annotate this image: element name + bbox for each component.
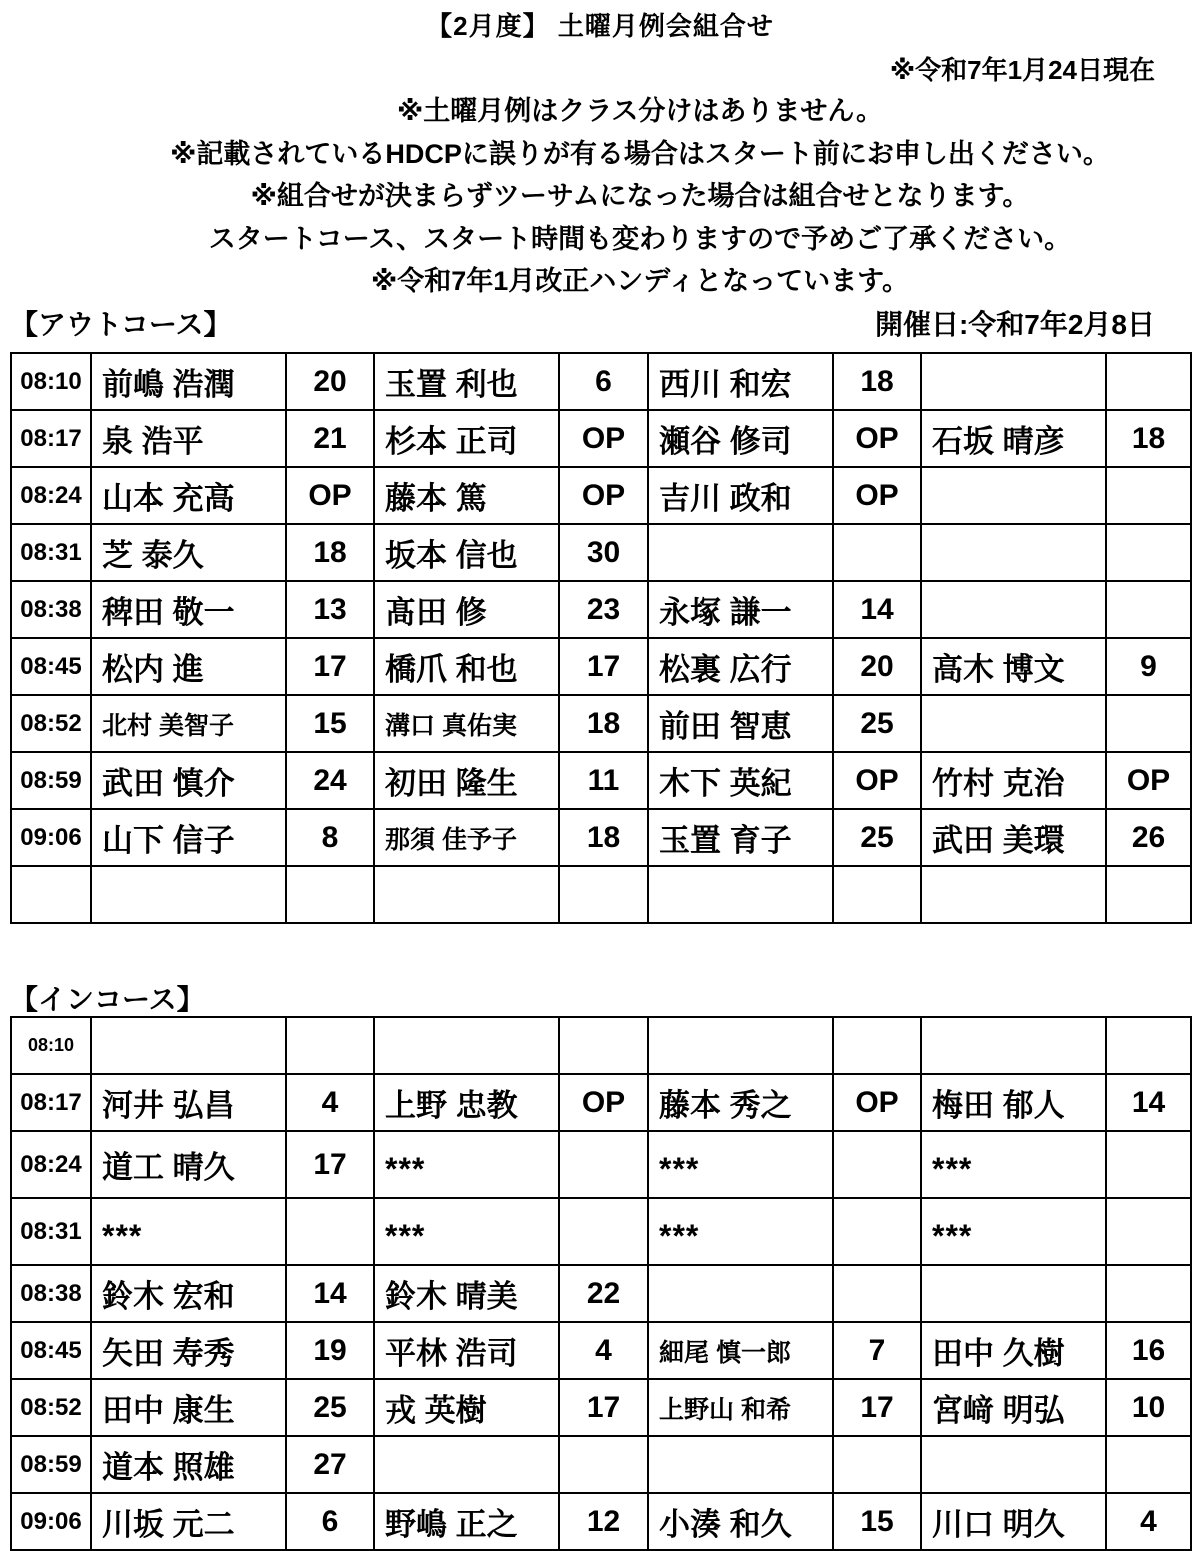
player-name-cell: 武田 慎介 (91, 752, 286, 809)
player-name-cell (648, 524, 833, 581)
player-name-cell (921, 467, 1106, 524)
roster-row (11, 1074, 1191, 1131)
hdcp-cell: 23 (559, 581, 648, 638)
hdcp-cell (833, 866, 921, 923)
hdcp-cell: 4 (559, 1322, 648, 1379)
note-line: ※令和7年1月改正ハンディとなっています。 (371, 266, 909, 296)
tee-time-cell: 08:10 (11, 353, 91, 410)
hdcp-cell: 25 (833, 695, 921, 752)
hdcp-cell: 18 (559, 809, 648, 866)
roster-row (11, 1198, 1191, 1265)
player-name-cell (921, 1265, 1106, 1322)
hdcp-cell: OP (833, 1074, 921, 1131)
player-name-cell: 平林 浩司 (374, 1322, 559, 1379)
player-name-cell: 髙田 修 (374, 581, 559, 638)
roster-row (11, 1436, 1191, 1493)
hdcp-cell (1106, 1131, 1191, 1198)
roster-row (11, 1265, 1191, 1322)
player-name-cell: 鈴木 宏和 (91, 1265, 286, 1322)
hdcp-cell: 26 (1106, 809, 1191, 866)
hdcp-cell (286, 866, 374, 923)
hdcp-cell: OP (833, 467, 921, 524)
in-course-label: 【インコース】 (10, 984, 205, 1015)
hdcp-cell: 12 (559, 1493, 648, 1550)
hdcp-cell: 10 (1106, 1379, 1191, 1436)
player-name-cell: 小湊 和久 (648, 1493, 833, 1550)
player-name-cell: 吉川 政和 (648, 467, 833, 524)
hdcp-cell: 17 (559, 638, 648, 695)
note-line: スタートコース、スタート時間も変わりますので予めご了承ください。 (208, 223, 1072, 254)
out-course-header (10, 303, 1155, 343)
hdcp-cell (1106, 1017, 1191, 1074)
hdcp-cell (1106, 1198, 1191, 1265)
hdcp-cell: 21 (286, 410, 374, 467)
player-name-cell (648, 1017, 833, 1074)
player-name-cell: 上野山 和希 (648, 1379, 833, 1436)
player-name-cell (921, 353, 1106, 410)
hdcp-cell (1106, 524, 1191, 581)
tee-time-cell: 08:17 (11, 410, 91, 467)
player-name-cell (921, 866, 1106, 923)
hdcp-cell: 27 (286, 1436, 374, 1493)
player-name-cell: 鈴木 晴美 (374, 1265, 559, 1322)
hdcp-cell: 15 (833, 1493, 921, 1550)
hdcp-cell: 4 (286, 1074, 374, 1131)
player-name-cell: 芝 泰久 (91, 524, 286, 581)
hdcp-cell: 24 (286, 752, 374, 809)
hdcp-cell: 4 (1106, 1493, 1191, 1550)
player-name-cell: 北村 美智子 (91, 695, 286, 752)
hdcp-cell: 17 (559, 1379, 648, 1436)
player-name-cell: 上野 忠教 (374, 1074, 559, 1131)
player-name-cell: 玉置 育子 (648, 809, 833, 866)
roster-row (11, 467, 1191, 524)
hdcp-cell (559, 1131, 648, 1198)
player-name-cell: 武田 美環 (921, 809, 1106, 866)
tee-time-cell: 08:24 (11, 467, 91, 524)
hdcp-cell: 6 (286, 1493, 374, 1550)
tee-time-cell (11, 866, 91, 923)
hdcp-cell: OP (559, 410, 648, 467)
tee-time-cell: 08:38 (11, 1265, 91, 1322)
player-name-cell: 初田 隆生 (374, 752, 559, 809)
roster-row (11, 1131, 1191, 1198)
player-name-cell: 梅田 郁人 (921, 1074, 1106, 1131)
player-name-cell: *** (374, 1131, 559, 1198)
tee-time-cell: 08:24 (11, 1131, 91, 1198)
hdcp-cell: OP (833, 752, 921, 809)
player-name-cell (648, 1265, 833, 1322)
hdcp-cell: 14 (833, 581, 921, 638)
hdcp-cell: 17 (286, 638, 374, 695)
player-name-cell: 永塚 謙一 (648, 581, 833, 638)
tee-time-cell: 08:52 (11, 1379, 91, 1436)
hdcp-cell (1106, 866, 1191, 923)
hdcp-cell (833, 1265, 921, 1322)
tee-time-cell: 08:52 (11, 695, 91, 752)
player-name-cell: 細尾 慎一郎 (648, 1322, 833, 1379)
hdcp-cell: 22 (559, 1265, 648, 1322)
player-name-cell: 野嶋 正之 (374, 1493, 559, 1550)
hdcp-cell: 19 (286, 1322, 374, 1379)
player-name-cell: 田中 康生 (91, 1379, 286, 1436)
hdcp-cell: OP (286, 467, 374, 524)
roster-row (11, 1493, 1191, 1550)
out-course-table (10, 352, 1192, 924)
note-line: ※記載されているHDCPに誤りが有る場合はスタート前にお申し出ください。 (170, 138, 1110, 169)
hdcp-cell: 16 (1106, 1322, 1191, 1379)
hdcp-cell: 18 (1106, 410, 1191, 467)
player-name-cell: *** (91, 1198, 286, 1265)
player-name-cell: 西川 和宏 (648, 353, 833, 410)
roster-row (11, 353, 1191, 410)
hdcp-cell: 14 (286, 1265, 374, 1322)
player-name-cell: 玉置 利也 (374, 353, 559, 410)
player-name-cell (921, 1436, 1106, 1493)
hdcp-cell: 14 (1106, 1074, 1191, 1131)
out-course-label: 【アウトコース】 (10, 309, 232, 340)
player-name-cell: 松裏 広行 (648, 638, 833, 695)
player-name-cell: *** (648, 1131, 833, 1198)
tee-time-cell: 08:17 (11, 1074, 91, 1131)
roster-row (11, 1017, 1191, 1074)
player-name-cell: 山下 信子 (91, 809, 286, 866)
hdcp-cell (559, 1198, 648, 1265)
player-name-cell: 道本 照雄 (91, 1436, 286, 1493)
hdcp-cell (833, 1198, 921, 1265)
hdcp-cell: OP (833, 410, 921, 467)
player-name-cell: 田中 久樹 (921, 1322, 1106, 1379)
as-of-date: ※令和7年1月24日現在 (889, 55, 1155, 85)
hdcp-cell: 18 (559, 695, 648, 752)
player-name-cell: *** (648, 1198, 833, 1265)
player-name-cell: 河井 弘昌 (91, 1074, 286, 1131)
tee-time-cell: 08:59 (11, 1436, 91, 1493)
roster-row (11, 1322, 1191, 1379)
tee-time-cell: 08:45 (11, 1322, 91, 1379)
player-name-cell (921, 695, 1106, 752)
roster-row (11, 752, 1191, 809)
hdcp-cell: 17 (286, 1131, 374, 1198)
player-name-cell: 矢田 寿秀 (91, 1322, 286, 1379)
hdcp-cell: 25 (833, 809, 921, 866)
hdcp-cell (1106, 581, 1191, 638)
hdcp-cell (559, 866, 648, 923)
player-name-cell (374, 866, 559, 923)
player-name-cell (91, 866, 286, 923)
player-name-cell: 那須 佳予子 (374, 809, 559, 866)
hdcp-cell: 11 (559, 752, 648, 809)
hdcp-cell (559, 1017, 648, 1074)
tee-time-cell: 08:31 (11, 1198, 91, 1265)
player-name-cell: 高木 博文 (921, 638, 1106, 695)
player-name-cell: 戎 英樹 (374, 1379, 559, 1436)
player-name-cell: 藤本 秀之 (648, 1074, 833, 1131)
hdcp-cell (833, 1017, 921, 1074)
tee-time-cell: 09:06 (11, 809, 91, 866)
player-name-cell: 木下 英紀 (648, 752, 833, 809)
hdcp-cell: 18 (286, 524, 374, 581)
hdcp-cell: 17 (833, 1379, 921, 1436)
player-name-cell (91, 1017, 286, 1074)
hdcp-cell: 8 (286, 809, 374, 866)
player-name-cell: 山本 充高 (91, 467, 286, 524)
tee-time-cell: 08:45 (11, 638, 91, 695)
in-course-table (10, 1016, 1192, 1551)
hdcp-cell: 20 (286, 353, 374, 410)
hdcp-cell: 6 (559, 353, 648, 410)
player-name-cell: 川坂 元二 (91, 1493, 286, 1550)
hdcp-cell (833, 1131, 921, 1198)
player-name-cell: 稗田 敬一 (91, 581, 286, 638)
player-name-cell: 石坂 晴彦 (921, 410, 1106, 467)
roster-row (11, 524, 1191, 581)
hdcp-cell (1106, 353, 1191, 410)
roster-row (11, 695, 1191, 752)
hdcp-cell (833, 524, 921, 581)
player-name-cell: 前嶋 浩潤 (91, 353, 286, 410)
tee-time-cell: 08:59 (11, 752, 91, 809)
hdcp-cell (1106, 1436, 1191, 1493)
player-name-cell (921, 1017, 1106, 1074)
hdcp-cell: 30 (559, 524, 648, 581)
hdcp-cell: 15 (286, 695, 374, 752)
player-name-cell: 川口 明久 (921, 1493, 1106, 1550)
hdcp-cell (1106, 1265, 1191, 1322)
hdcp-cell (286, 1198, 374, 1265)
hdcp-cell (833, 1436, 921, 1493)
hdcp-cell (1106, 467, 1191, 524)
tee-time-cell: 08:38 (11, 581, 91, 638)
player-name-cell (648, 1436, 833, 1493)
hdcp-cell: OP (559, 1074, 648, 1131)
page-title: 【2月度】 土曜月例会組合せ (426, 11, 774, 41)
player-name-cell: *** (921, 1131, 1106, 1198)
roster-row (11, 410, 1191, 467)
hdcp-cell: 9 (1106, 638, 1191, 695)
tee-time-cell: 09:06 (11, 1493, 91, 1550)
player-name-cell (374, 1436, 559, 1493)
player-name-cell: *** (921, 1198, 1106, 1265)
player-name-cell (921, 581, 1106, 638)
hdcp-cell: 20 (833, 638, 921, 695)
player-name-cell: 宮﨑 明弘 (921, 1379, 1106, 1436)
hdcp-cell (286, 1017, 374, 1074)
player-name-cell: 橋爪 和也 (374, 638, 559, 695)
player-name-cell: *** (374, 1198, 559, 1265)
hdcp-cell (559, 1436, 648, 1493)
player-name-cell: 竹村 克治 (921, 752, 1106, 809)
tee-time-cell: 08:10 (11, 1017, 91, 1074)
roster-row (11, 638, 1191, 695)
roster-row (11, 581, 1191, 638)
roster-row (11, 1379, 1191, 1436)
hdcp-cell: 18 (833, 353, 921, 410)
player-name-cell: 藤本 篤 (374, 467, 559, 524)
player-name-cell (374, 1017, 559, 1074)
roster-row (11, 809, 1191, 866)
player-name-cell (648, 866, 833, 923)
player-name-cell: 溝口 真佑実 (374, 695, 559, 752)
roster-row (11, 866, 1191, 923)
hdcp-cell: 13 (286, 581, 374, 638)
player-name-cell (921, 524, 1106, 581)
note-line: ※土曜月例はクラス分けはありません。 (396, 96, 884, 126)
notes-block (40, 90, 1200, 303)
hdcp-cell: 7 (833, 1322, 921, 1379)
event-date: 開催日:令和7年2月8日 (874, 309, 1155, 340)
player-name-cell: 前田 智恵 (648, 695, 833, 752)
hdcp-cell: OP (559, 467, 648, 524)
player-name-cell: 坂本 信也 (374, 524, 559, 581)
hdcp-cell (1106, 695, 1191, 752)
hdcp-cell: 25 (286, 1379, 374, 1436)
note-line: ※組合せが決まらずツーサムになった場合は組合せとなります。 (250, 181, 1030, 211)
tee-time-cell: 08:31 (11, 524, 91, 581)
player-name-cell: 松内 進 (91, 638, 286, 695)
player-name-cell: 杉本 正司 (374, 410, 559, 467)
player-name-cell: 瀬谷 修司 (648, 410, 833, 467)
player-name-cell: 道工 晴久 (91, 1131, 286, 1198)
player-name-cell: 泉 浩平 (91, 410, 286, 467)
hdcp-cell: OP (1106, 752, 1191, 809)
